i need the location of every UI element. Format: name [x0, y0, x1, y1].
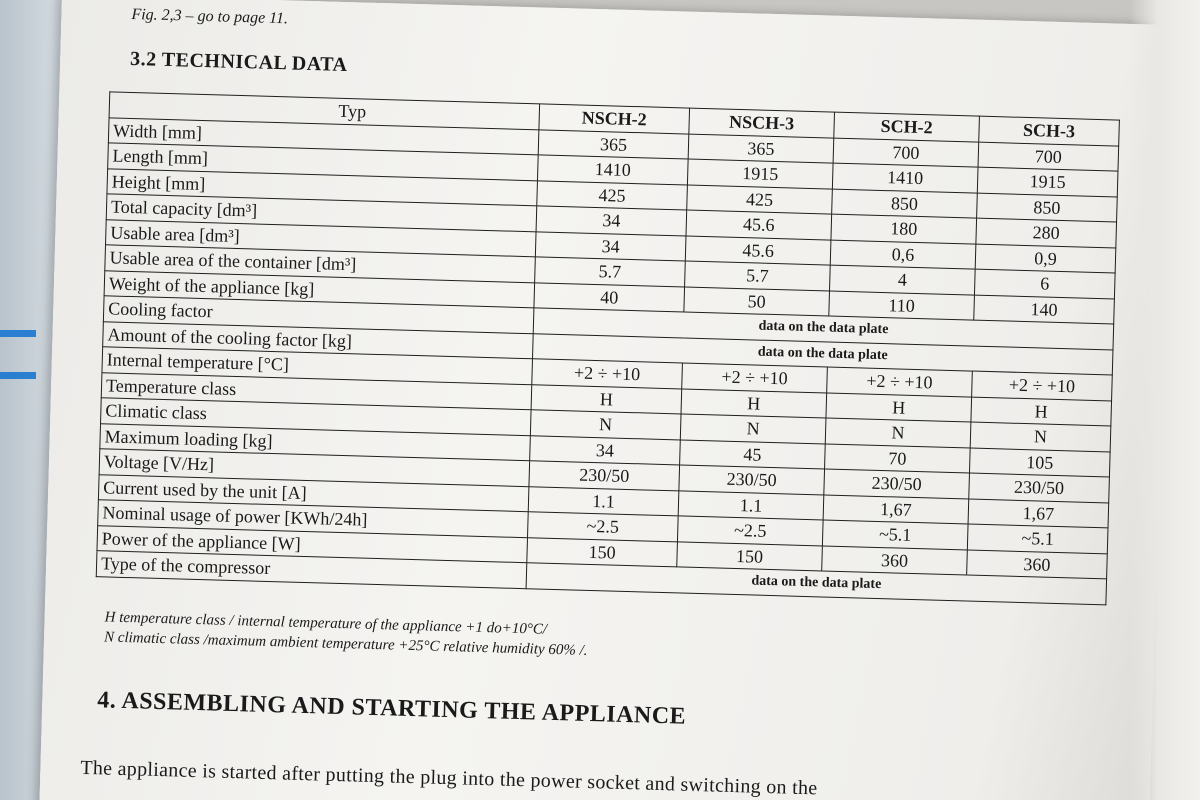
row-label: Width [mm] [108, 117, 539, 154]
merged-value-cell: data on the data plate [533, 308, 1113, 350]
value-cell: 1.1 [678, 490, 824, 520]
value-cell: 105 [969, 448, 1110, 477]
technical-data-table [96, 91, 1120, 605]
row-label: Weight of the appliance [kg] [104, 270, 535, 307]
value-cell: 1410 [832, 163, 978, 193]
value-cell: H [531, 384, 682, 414]
row-label: Usable area [dm³] [106, 219, 537, 256]
value-cell: 50 [684, 286, 830, 316]
value-cell: N [680, 414, 826, 444]
value-cell: 230/50 [529, 461, 680, 491]
blue-stripe-decoration [0, 372, 36, 379]
value-cell: +2 ÷ +10 [682, 363, 828, 393]
value-cell: 230/50 [969, 473, 1110, 502]
value-cell: H [971, 397, 1112, 426]
row-label: Usable area of the container [dm³] [105, 245, 536, 282]
value-cell: 1.1 [528, 486, 679, 516]
body-paragraph: The appliance is started after putting the plug into the power socket and switching on the [80, 756, 818, 800]
value-cell: 5.7 [535, 257, 686, 287]
value-cell: 230/50 [824, 469, 970, 499]
value-cell: 360 [822, 545, 968, 575]
value-cell: 280 [976, 218, 1117, 247]
value-cell: 1915 [977, 167, 1118, 196]
value-cell: 425 [687, 185, 833, 215]
row-label: Current used by the unit [A] [98, 474, 529, 511]
value-cell: 230/50 [679, 465, 825, 495]
value-cell: 700 [978, 142, 1119, 171]
value-cell: +2 ÷ +10 [532, 359, 683, 389]
value-cell: 850 [977, 193, 1118, 222]
row-label: Length [mm] [108, 143, 539, 180]
value-cell: 34 [536, 206, 687, 236]
value-cell: 700 [833, 138, 979, 168]
value-cell: 360 [967, 549, 1108, 578]
value-cell: 34 [535, 231, 686, 261]
row-label: Height [mm] [107, 168, 538, 205]
value-cell: 110 [829, 291, 975, 321]
manual-page [39, 0, 1172, 800]
row-label: Power of the appliance [W] [97, 525, 528, 562]
row-label: Nominal usage of power [KWh/24h] [98, 500, 529, 537]
value-cell: 150 [527, 537, 678, 567]
value-cell: 34 [530, 435, 681, 465]
row-label: Total capacity [dm³] [106, 194, 537, 231]
value-cell: 5.7 [685, 261, 831, 291]
value-cell: H [681, 388, 827, 418]
model-header: SCH-3 [979, 116, 1120, 145]
value-cell: 1915 [687, 159, 833, 189]
value-cell: ~2.5 [528, 512, 679, 542]
footnotes [104, 607, 589, 660]
row-label: Voltage [V/Hz] [99, 449, 530, 486]
model-header: SCH-2 [834, 112, 980, 142]
row-label: Amount of the cooling factor [kg] [103, 321, 534, 358]
value-cell: N [825, 418, 971, 448]
row-label: Internal temperature [°C] [102, 347, 533, 384]
value-cell: 425 [537, 180, 688, 210]
value-cell: 365 [538, 129, 689, 159]
value-cell: +2 ÷ +10 [827, 367, 973, 397]
value-cell: 365 [688, 134, 834, 164]
table-body [96, 117, 1118, 604]
chapter-heading: 4. ASSEMBLING AND STARTING THE APPLIANCE [96, 687, 687, 730]
value-cell: +2 ÷ +10 [972, 371, 1113, 400]
model-header: NSCH-2 [539, 104, 690, 134]
value-cell: 180 [831, 214, 977, 244]
value-cell: ~5.1 [822, 520, 968, 550]
row-label: Cooling factor [103, 296, 534, 333]
value-cell: ~2.5 [677, 516, 823, 546]
value-cell: 45 [680, 439, 826, 469]
row-label: Climatic class [101, 398, 532, 435]
figure-reference: Fig. 2,3 – go to page 11. [131, 5, 289, 28]
section-title: 3.2 TECHNICAL DATA [129, 47, 348, 76]
value-cell: 45.6 [686, 210, 832, 240]
value-cell: N [970, 422, 1111, 451]
value-cell: 40 [534, 282, 685, 312]
value-cell: 140 [974, 295, 1115, 324]
row-label: Type of the compressor [96, 551, 527, 588]
footnote: N climatic class /maximum ambient temperature +25°C relative humidity 60% /. [103, 629, 588, 659]
value-cell: 1,67 [823, 494, 969, 524]
row-label: Maximum loading [kg] [100, 423, 531, 460]
model-header: NSCH-3 [689, 108, 835, 138]
page-edge-shadow [1130, 0, 1200, 800]
merged-value-cell: data on the data plate [532, 333, 1112, 375]
value-cell: 150 [677, 541, 823, 571]
blue-stripe-decoration [0, 330, 36, 337]
value-cell: 6 [974, 269, 1115, 298]
value-cell: 0,6 [830, 240, 976, 270]
value-cell: 4 [830, 265, 976, 295]
value-cell: 1,67 [968, 499, 1109, 528]
value-cell: H [826, 393, 972, 423]
value-cell: 1410 [537, 155, 688, 185]
value-cell: N [530, 410, 681, 440]
value-cell: 70 [825, 443, 971, 473]
footnote: H temperature class / internal temperature of the appliance +1 do+10°C/ [104, 609, 548, 638]
value-cell: 45.6 [685, 236, 831, 266]
row-label: Temperature class [101, 372, 532, 409]
merged-value-cell: data on the data plate [526, 563, 1106, 605]
header-label: Typ [109, 92, 540, 129]
value-cell: 850 [832, 189, 978, 219]
value-cell: 0,9 [975, 244, 1116, 273]
value-cell: ~5.1 [967, 524, 1108, 553]
